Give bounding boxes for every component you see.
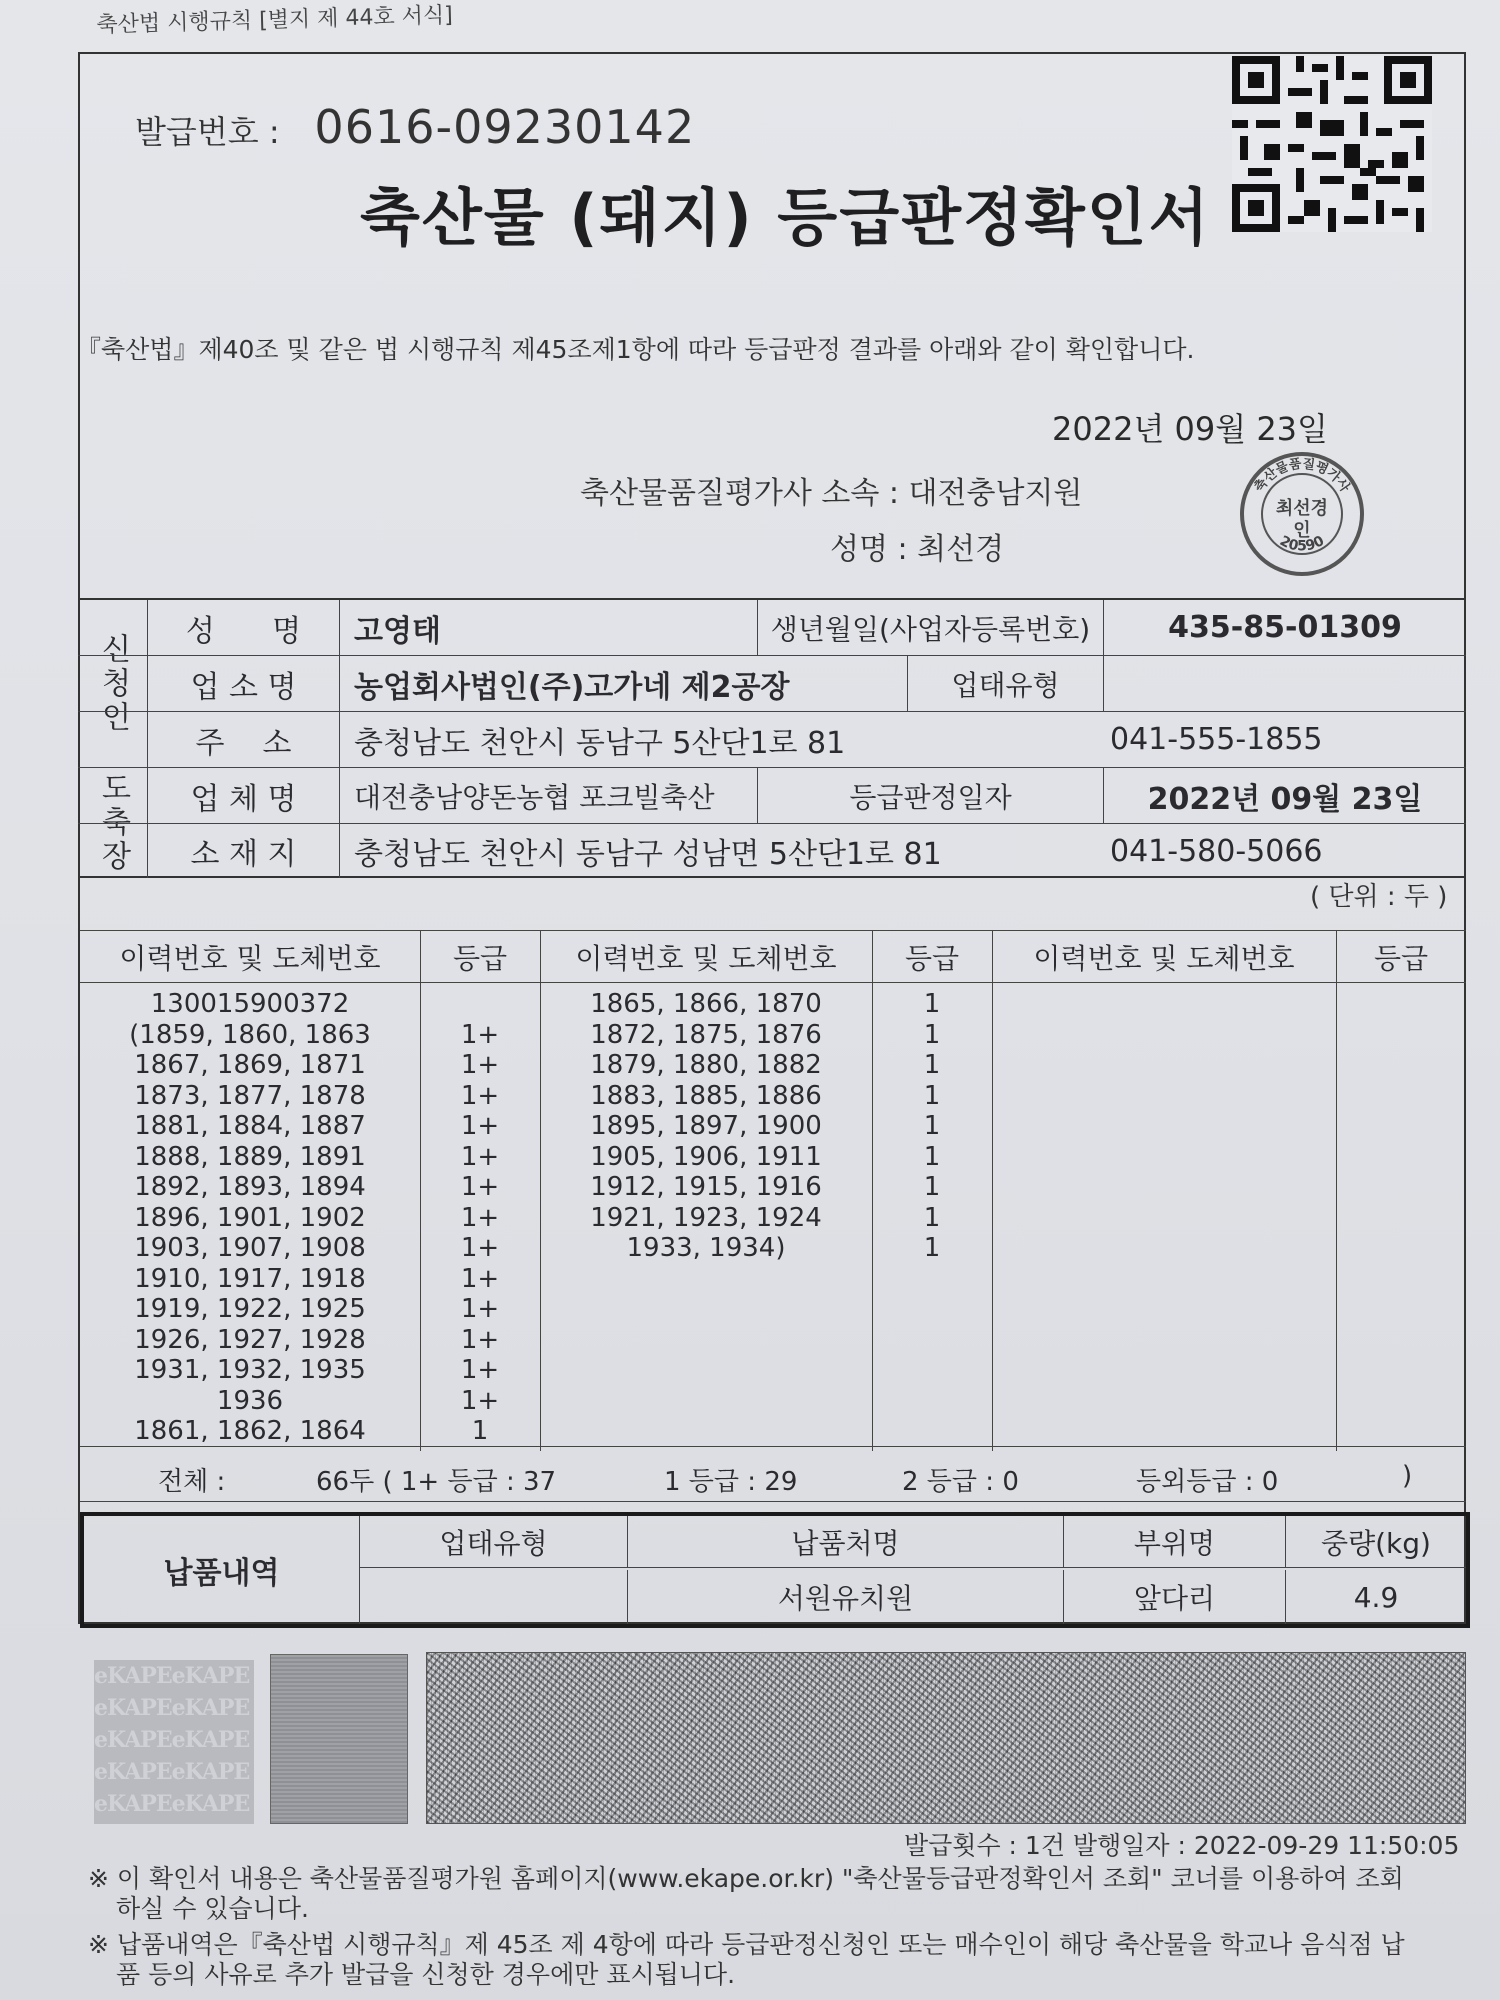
grades-header-id-2: 이력번호 및 도체번호 — [540, 931, 872, 983]
info-row-name — [78, 600, 1466, 656]
seal-top-text: 축산물품질평가사 — [1251, 456, 1353, 495]
slaughterhouse-phone: 041-580-5066 — [1110, 833, 1323, 869]
grade-cell: 1+ — [460, 1324, 500, 1355]
delivery-weight: 4.9 — [1353, 1580, 1399, 1614]
grades-col-ids-2 — [540, 989, 872, 1264]
footnote-1: ※ 이 확인서 내용은 축산물품질평가원 홈페이지(www.ekape.or.kr) "축산물등급판정확인서 조회" 코너를 이용하여 조회하실 수 있습니다. — [88, 1864, 1404, 1923]
applicant-side-label: 신청인 — [78, 600, 148, 768]
issue-date: 2022년 09월 23일 — [1052, 410, 1328, 448]
totals-close: ) — [1402, 1461, 1413, 1491]
carcass-id-cell: 130015900372 — [150, 989, 350, 1019]
totals-grade-2: 2 등급 : 0 — [902, 1467, 1019, 1497]
carcass-id-cell: 1936 — [216, 1385, 284, 1416]
info-row-location — [78, 824, 1466, 878]
delivery-header-part: 부위명 — [1064, 1516, 1286, 1568]
grades-col-grades-1 — [420, 989, 540, 1447]
carcass-id-cell: 1872, 1875, 1876 — [590, 1019, 822, 1050]
delivery-part: 앞다리 — [1064, 1570, 1286, 1624]
grade-cell: 1 — [923, 1080, 941, 1111]
footnote-2: ※ 납품내역은『축산법 시행규칙』제 45조 제 4항에 따라 등급판정신청인 또는 매수인이 해당 축산물을 학교나 음식점 납품 등의 사유로 추가 발급을 신청한 경우에만 표시됩니다. — [88, 1930, 1405, 1989]
address-label: 주 소 — [148, 712, 340, 767]
info-row-slaughterhouse — [78, 768, 1466, 824]
document-title: 축산물 (돼지) 등급판정확인서 — [360, 181, 1211, 254]
carcass-id-cell: 1896, 1901, 1902 — [134, 1202, 366, 1233]
grade-cell: 1+ — [460, 1050, 500, 1080]
slaughterhouse-side-label: 도축장 — [78, 768, 148, 878]
sh-name-label: 업 체 명 — [148, 768, 340, 823]
issue-meta: 발급횟수 : 1건 발행일자 : 2022-09-29 11:50:05 — [904, 1831, 1460, 1860]
grade-cell: 1+ — [460, 1294, 500, 1324]
footnotes — [88, 1864, 1408, 1996]
grade-cell: 1 — [923, 1141, 941, 1172]
grade-cell: 1+ — [460, 1233, 500, 1263]
grades-header-grade-2: 등급 — [872, 931, 992, 983]
qr-code-icon — [1232, 56, 1432, 232]
carcass-id-cell: 1892, 1893, 1894 — [134, 1172, 366, 1202]
grade-cell: 1+ — [460, 1263, 500, 1294]
carcass-id-cell: 1861, 1862, 1864 — [134, 1416, 366, 1446]
grade-cell: 1 — [923, 1202, 941, 1233]
carcass-id-cell: 1905, 1906, 1911 — [590, 1141, 822, 1172]
totals-out-grade: 등외등급 : 0 — [1136, 1467, 1279, 1497]
info-row-biz — [78, 656, 1466, 712]
applicant-address: 충청남도 천안시 동남구 5산단1로 81 — [354, 725, 846, 761]
biz-type-label: 업태유형 — [908, 656, 1104, 711]
grades-col-grades-2 — [872, 989, 992, 1264]
carcass-id-cell: 1879, 1880, 1882 — [590, 1050, 822, 1080]
ekape-watermark: eKAPEeKAPE eKAPEeKAPE eKAPEeKAPE eKAPEeKAPE eKAPEeKAPE — [94, 1660, 254, 1824]
biz-name: 농업회사법인(주)고가네 제2공장 — [340, 656, 908, 711]
carcass-id-cell: 1921, 1923, 1924 — [590, 1202, 822, 1233]
grade-cell: 1+ — [460, 1355, 500, 1385]
security-print-area — [80, 1640, 1470, 1830]
location-label: 소 재 지 — [148, 824, 340, 878]
form-number: 축산법 시행규칙 [별지 제 44호 서식] — [96, 3, 454, 38]
2d-barcode — [426, 1652, 1466, 1824]
grades-header-grade-3: 등급 — [1336, 931, 1466, 983]
grade-cell: 1+ — [460, 1385, 500, 1416]
grades-divider — [1336, 931, 1337, 1451]
grade-cell: 1 — [923, 989, 941, 1019]
svg-text:축산물품질평가사 — [1250, 456, 1353, 496]
grade-cell: 1+ — [460, 1019, 500, 1050]
grade-cell: 1+ — [460, 1202, 500, 1233]
slaughterhouse-name: 대전충남양돈농협 포크빌축산 — [340, 768, 758, 823]
carcass-id-cell: 1912, 1915, 1916 — [590, 1172, 822, 1202]
applicant-info-table — [78, 598, 1466, 878]
hologram-seal — [270, 1654, 408, 1824]
totals-count: 66두 ( 1+ 등급 : 37 — [316, 1467, 557, 1497]
seal-name: 최선경 — [1275, 498, 1329, 519]
delivery-header-type: 업태유형 — [360, 1516, 628, 1568]
carcass-id-cell: 1873, 1877, 1878 — [134, 1080, 366, 1111]
grade-cell: 1+ — [460, 1080, 500, 1111]
applicant-name: 고영태 — [340, 600, 758, 655]
delivery-recipient: 서원유치원 — [628, 1570, 1064, 1624]
delivery-header-recipient: 납품처명 — [628, 1516, 1064, 1568]
info-row-address — [78, 712, 1466, 768]
delivery-label: 납품내역 — [84, 1516, 360, 1624]
carcass-id-cell: 1903, 1907, 1908 — [134, 1233, 366, 1263]
issue-number-label: 발급번호 : — [135, 113, 280, 151]
grade-cell: 1 — [923, 1233, 941, 1263]
grade-totals — [80, 1446, 1466, 1502]
grade-cell: 1 — [923, 1172, 941, 1202]
grade-cell: 1 — [923, 1050, 941, 1080]
name-label: 성 명 — [148, 600, 340, 655]
carcass-id-cell: 1865, 1866, 1870 — [590, 989, 822, 1019]
grading-date-label: 등급판정일자 — [758, 768, 1104, 823]
delivery-header-weight: 중량(kg) — [1286, 1516, 1466, 1568]
seal-stamp-text: 인 — [1293, 520, 1311, 541]
inspector-affiliation: 축산물품질평가사 소속 : 대전충남지원 — [580, 476, 1083, 511]
grade-cell: 1 — [923, 1111, 941, 1141]
grade-cell: 1 — [471, 1416, 489, 1446]
carcass-id-cell: 1926, 1927, 1928 — [134, 1324, 366, 1355]
carcass-id-cell: 1910, 1917, 1918 — [134, 1263, 366, 1294]
intro-text: 『축산법』제40조 및 같은 법 시행규칙 제45조제1항에 따라 등급판정 결과를 아래와 같이 확인합니다. — [76, 335, 1195, 364]
grades-header-id-1: 이력번호 및 도체번호 — [80, 931, 420, 983]
carcass-id-cell: 1933, 1934) — [626, 1233, 786, 1263]
grade-cell: 1+ — [460, 1111, 500, 1141]
grade-cell: 1 — [923, 1019, 941, 1050]
issue-number: 0616-09230142 — [314, 100, 696, 154]
grade-cell: 1+ — [460, 1141, 500, 1172]
biz-label: 업 소 명 — [148, 656, 340, 711]
totals-label: 전체 : — [158, 1467, 226, 1497]
official-seal — [1236, 448, 1368, 580]
carcass-id-cell: 1895, 1897, 1900 — [590, 1111, 822, 1141]
delivery-table — [80, 1512, 1470, 1628]
totals-grade-1: 1 등급 : 29 — [664, 1467, 798, 1497]
issue-number-line — [135, 100, 695, 154]
carcass-id-cell: 1881, 1884, 1887 — [134, 1111, 366, 1141]
birth-label: 생년월일(사업자등록번호) — [758, 600, 1104, 655]
grading-date: 2022년 09월 23일 — [1147, 781, 1423, 817]
carcass-id-cell: 1867, 1869, 1871 — [134, 1050, 366, 1080]
applicant-phone: 041-555-1855 — [1110, 722, 1323, 757]
seal-number: 20590 — [1277, 532, 1327, 555]
grade-cell — [420, 989, 540, 1020]
slaughterhouse-location: 충청남도 천안시 동남구 성남면 5산단1로 81 — [354, 837, 942, 872]
carcass-id-cell: (1859, 1860, 1863 — [129, 1019, 371, 1050]
delivery-type — [360, 1570, 628, 1624]
grades-header-id-3: 이력번호 및 도체번호 — [992, 931, 1336, 983]
grade-cell: 1+ — [460, 1172, 500, 1202]
unit-label: ( 단위 : 두 ) — [1310, 882, 1448, 912]
inspector-name: 성명 : 최선경 — [830, 532, 1005, 567]
grades-col-ids-1 — [80, 989, 420, 1447]
carcass-id-cell: 1888, 1889, 1891 — [134, 1141, 366, 1172]
carcass-id-cell: 1883, 1885, 1886 — [590, 1080, 822, 1111]
birth-value: 435-85-01309 — [1168, 610, 1402, 645]
carcass-id-cell: 1931, 1932, 1935 — [134, 1355, 366, 1385]
grades-table — [80, 930, 1466, 1478]
biz-type-value — [1104, 656, 1466, 711]
grades-divider — [992, 931, 993, 1451]
carcass-id-cell: 1919, 1922, 1925 — [134, 1294, 366, 1324]
grades-header-grade-1: 등급 — [420, 931, 540, 983]
